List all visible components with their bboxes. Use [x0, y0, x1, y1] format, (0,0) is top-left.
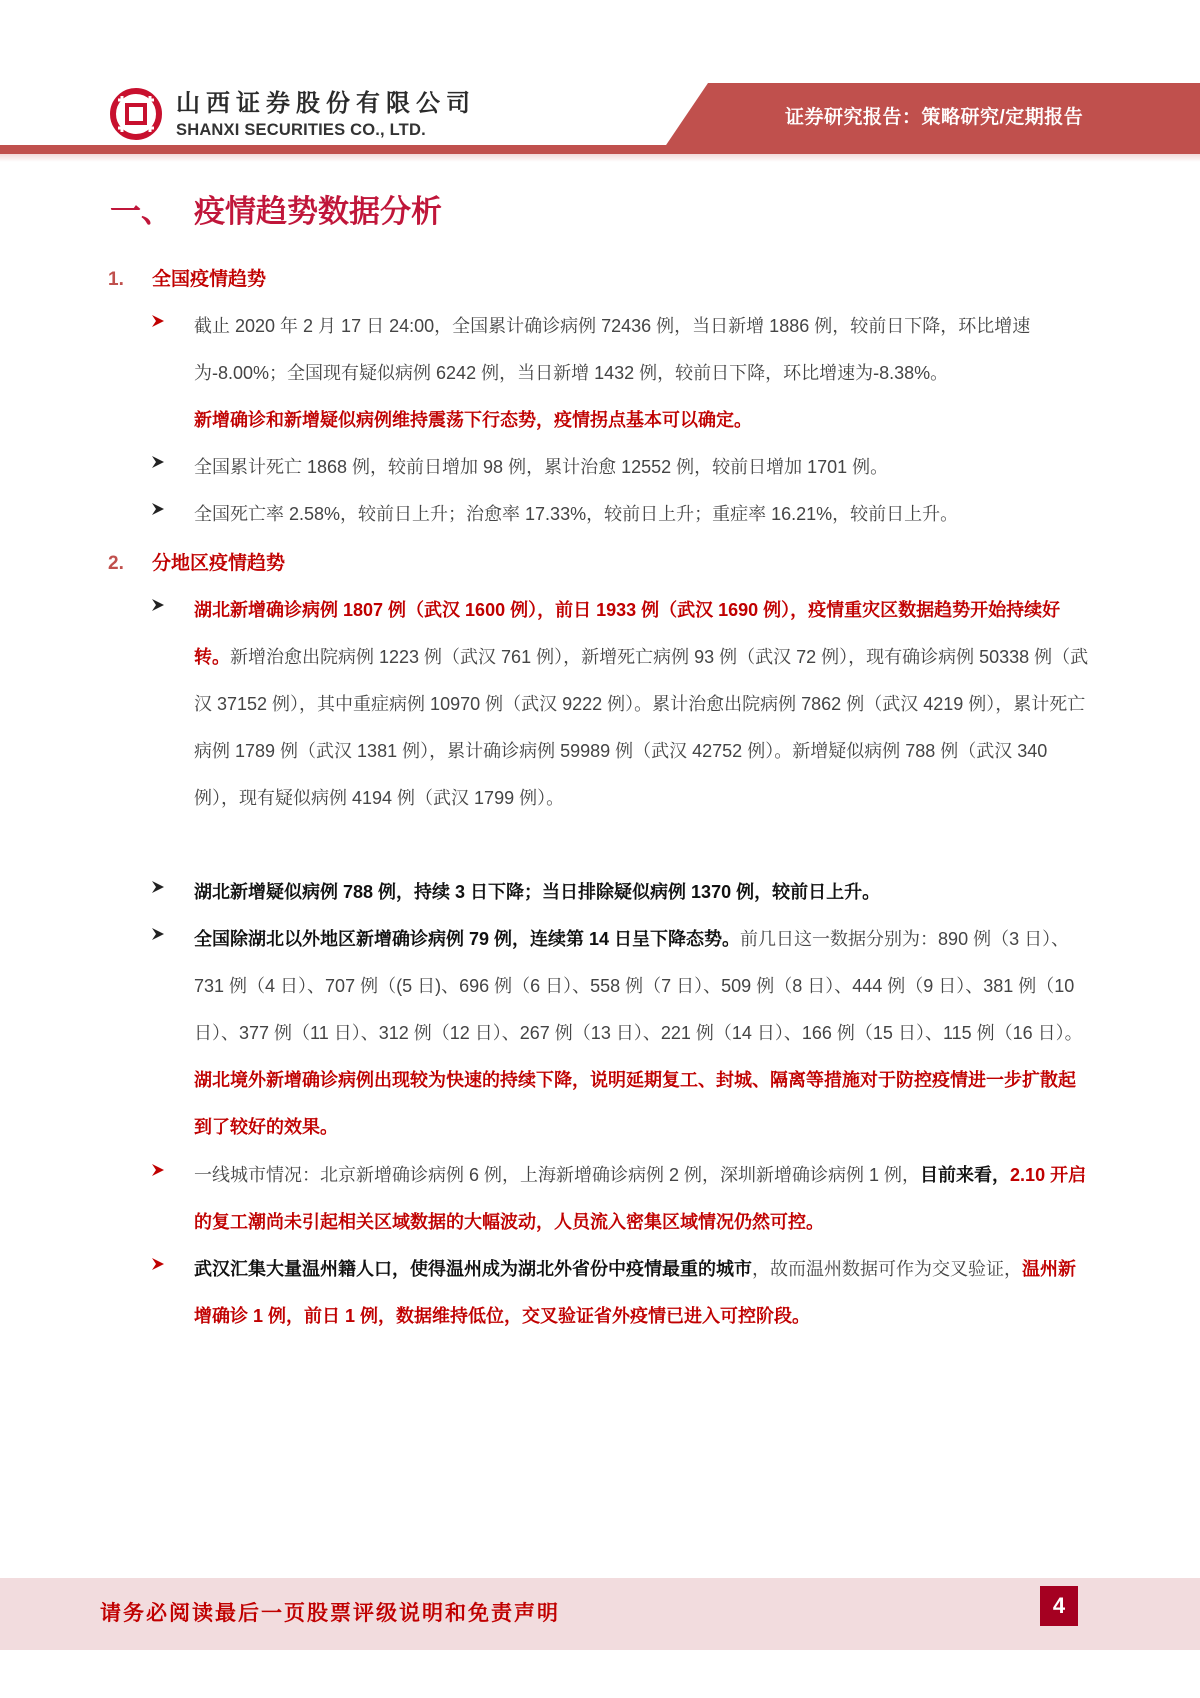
disclaimer-link[interactable]: 请务必阅读最后一页股票评级说明和免责声明 — [100, 1600, 560, 1625]
bullet-text: ，故而温州数据可作为交叉验证， — [752, 1259, 1022, 1279]
company-name-cn: 山西证券股份有限公司 — [176, 90, 476, 117]
list-item — [150, 1246, 1090, 1340]
subsection-heading-2 — [108, 552, 285, 576]
list-item — [150, 587, 1090, 822]
subsection-title: 全国疫情趋势 — [152, 269, 267, 290]
subsection-heading-1 — [108, 268, 266, 292]
subsection-number: 2. — [108, 553, 124, 574]
list-item — [150, 444, 1090, 491]
list-item — [150, 869, 1090, 916]
bullet-bold-text: 湖北新增疑似病例 788 例，持续 3 日下降；当日排除疑似病例 1370 例，较前日上升。 — [194, 882, 881, 902]
bullet-highlight: 2.10 开启的复工潮尚未引起相关区域数据的大幅波动，人员流入密集区域情况仍然可控。 — [194, 1165, 1087, 1232]
list-item — [150, 491, 1090, 538]
list-item — [150, 916, 1090, 1151]
section-number: 一、 — [110, 194, 172, 229]
page-number: 4 — [1040, 1586, 1078, 1626]
shanxi-securities-logo-icon — [110, 88, 162, 140]
company-name-en: SHANXI SECURITIES CO., LTD. — [176, 121, 426, 139]
subsection-title: 分地区疫情趋势 — [152, 553, 286, 574]
bullet-highlight: 温州新增确诊 1 例，前日 1 例，数据维持低位，交叉验证省外疫情已进入可控阶段。 — [194, 1259, 1076, 1326]
bullet-text: 截止 2020 年 2 月 17 日 24:00，全国累计确诊病例 72436 例，当日新增 1886 例，较前日下降，环比增速为-8.00%；全国现有疑似病例 6242 例，当日新增 1432 例，较前日下降，环比增速为-8.38%。 — [194, 316, 1031, 383]
bullet-bold-text: 目前来看， — [920, 1165, 1011, 1185]
arrow-bullet-icon — [150, 313, 166, 329]
arrow-bullet-icon — [150, 1162, 166, 1178]
bullet-text: 全国累计死亡 1868 例，较前日增加 98 例，累计治愈 12552 例，较前日增加 1701 例。 — [194, 457, 889, 477]
section-heading — [110, 192, 442, 232]
report-type-label: 证券研究报告：策略研究/定期报告 — [785, 107, 1084, 128]
list-item — [150, 303, 1090, 444]
bullet-highlight: 湖北新增确诊病例 1807 例（武汉 1600 例），前日 1933 例（武汉 1690 例），疫情重灾区数据趋势开始持续好转。 — [194, 600, 1061, 667]
bullet-bold-text: 武汉汇集大量温州籍人口，使得温州成为湖北外省份中疫情最重的城市 — [194, 1259, 752, 1279]
list-item — [150, 1152, 1090, 1246]
arrow-bullet-icon — [150, 879, 166, 895]
header-divider — [0, 145, 1200, 154]
header-divider-shadow — [0, 154, 1200, 162]
bullet-text: 前几日这一数据分别为：890 例（3 日）、731 例（4 日）、707 例（(5 日)、696 例（6 日）、558 例（7 日）、509 例（8 日）、444 例（9 日）、381 例（10 日）、377 例（11 日）、312 例（12 日）、267 例（13 日）、221 例（14 日）、166 例（15 日）、115 例（16 日）。 — [194, 929, 1083, 1043]
section-title: 疫情趋势数据分析 — [194, 194, 442, 229]
arrow-bullet-icon — [150, 597, 166, 613]
arrow-bullet-icon — [150, 454, 166, 470]
bullet-bold-text: 全国除湖北以外地区新增确诊病例 79 例，连续第 14 日呈下降态势。 — [194, 929, 741, 949]
arrow-bullet-icon — [150, 1256, 166, 1272]
bullet-highlight: 湖北境外新增确诊病例出现较为快速的持续下降，说明延期复工、封城、隔离等措施对于防控疫情进一步扩散起到了较好的效果。 — [194, 1070, 1076, 1137]
bullet-highlight: 新增确诊和新增疑似病例维持震荡下行态势，疫情拐点基本可以确定。 — [194, 410, 752, 430]
bullet-text: 新增治愈出院病例 1223 例（武汉 761 例），新增死亡病例 93 例（武汉 72 例），现有确诊病例 50338 例（武汉 37152 例），其中重症病例 10970 例（武汉 9222 例）。累计治愈出院病例 7862 例（武汉 4219 例），累计死亡病例 1789 例（武汉 1381 例），累计确诊病例 59989 例（武汉 42752 例）。新增疑似病例 788 例（武汉 340 例），现有疑似病例 4194 例（武汉 1799 例）。 — [194, 647, 1089, 808]
subsection-number: 1. — [108, 269, 124, 290]
bullet-text: 一线城市情况：北京新增确诊病例 6 例，上海新增确诊病例 2 例，深圳新增确诊病例 1 例， — [194, 1165, 921, 1185]
page-header — [0, 0, 1200, 170]
bullet-text: 全国死亡率 2.58%，较前日上升；治愈率 17.33%，较前日上升；重症率 16.21%，较前日上升。 — [194, 504, 959, 524]
arrow-bullet-icon — [150, 501, 166, 517]
arrow-bullet-icon — [150, 926, 166, 942]
